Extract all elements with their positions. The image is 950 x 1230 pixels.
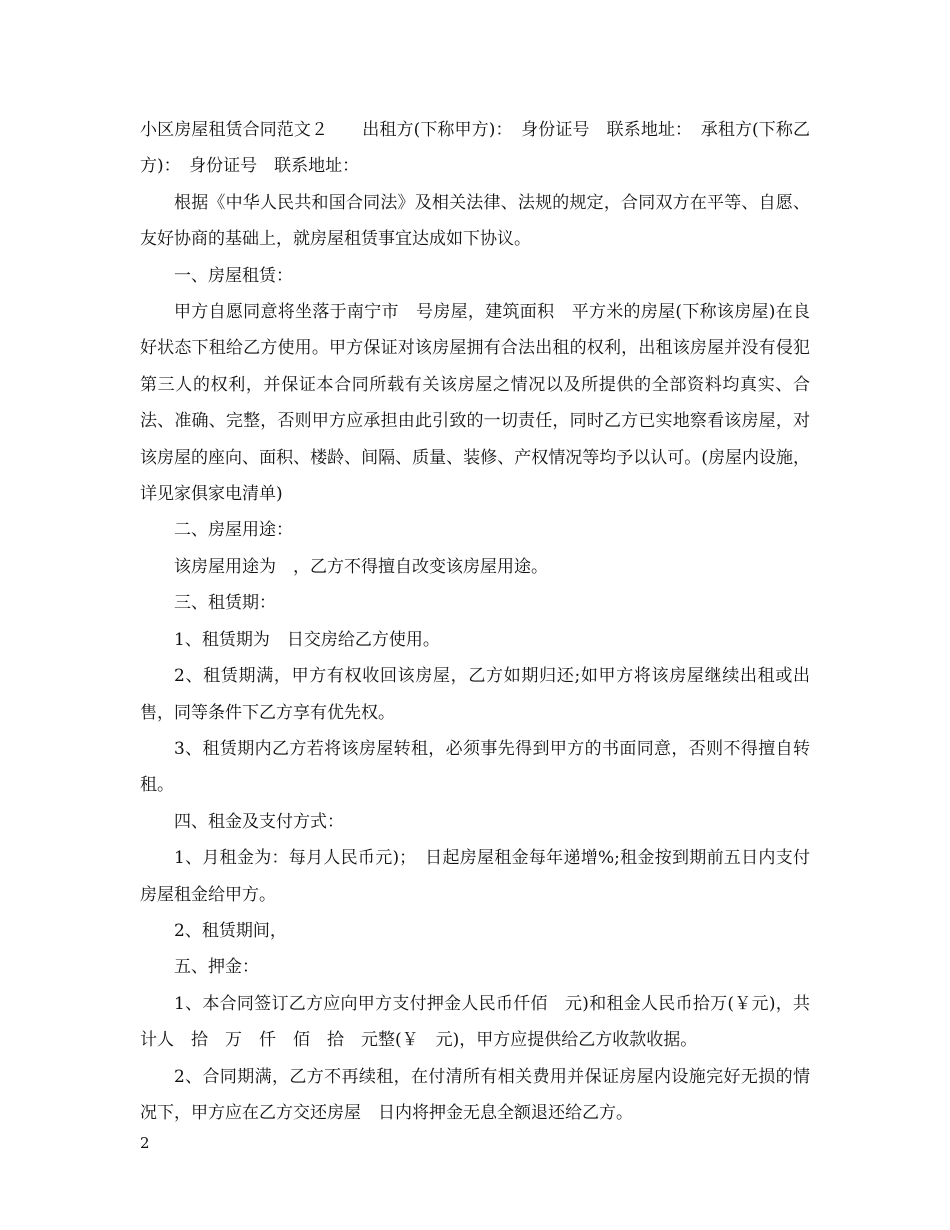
section-heading: 二、房屋用途： bbox=[174, 520, 293, 541]
document-body bbox=[140, 112, 810, 1131]
paragraph-title: 小区房屋租赁合同范文２ 出租方(下称甲方)： 身份证号 联系地址： 承租方(下称乙方)： 身份证号 联系地址： bbox=[140, 120, 810, 177]
paragraph: 1、租赁期为 日交房给乙方使用。 bbox=[174, 629, 440, 650]
paragraph: 2、合同期满，乙方不再续租，在付清所有相关费用并保证房屋内设施完好无损的情况下，甲方应在乙方交还房屋 日内将押金无息全额退还给乙方。 bbox=[140, 1066, 810, 1123]
paragraph: 3、租赁期内乙方若将该房屋转租，必须事先得到甲方的书面同意，否则不得擅自转租。 bbox=[140, 738, 810, 796]
section-heading: 三、租赁期： bbox=[174, 593, 276, 614]
paragraph: 2、租赁期满，甲方有权收回该房屋，乙方如期归还;如甲方将该房屋继续出租或出售，同等条件下乙方享有优先权。 bbox=[140, 666, 810, 723]
section-heading: 四、租金及支付方式： bbox=[174, 811, 344, 832]
section-heading: 一、房屋租赁： bbox=[174, 265, 293, 286]
paragraph: 该房屋用途为 ，乙方不得擅自改变该房屋用途。 bbox=[174, 556, 548, 577]
paragraph: 1、月租金为：每月人民币元)； 日起房屋租金每年递增%;租金按到期前五日内支付房屋租金给甲方。 bbox=[140, 848, 810, 905]
paragraph: 甲方自愿同意将坐落于南宁市 号房屋，建筑面积 平方米的房屋(下称该房屋)在良好状态下租给乙方使用。甲方保证对该房屋拥有合法出租的权利，出租该房屋并没有侵犯第三人的权利，并保证本合同所载有关该房屋之情况以及所提供的全部资料均真实、合法、准确、完整，否则甲方应承担由此引致的一切责任，同时乙方已实地察看该房屋，对该房屋的座向、面积、楼龄、间隔、质量、装修、产权情况等均予以认可。(房屋内设施，详见家俱家电清单) bbox=[140, 302, 810, 505]
section-heading: 五、押金： bbox=[174, 957, 259, 978]
paragraph: 根据《中华人民共和国合同法》及相关法律、法规的规定，合同双方在平等、自愿、友好协商的基础上，就房屋租赁事宜达成如下协议。 bbox=[140, 192, 810, 250]
paragraph: 1、本合同签订乙方应向甲方支付押金人民币仟佰 元)和租金人民币拾万(￥元)，共计人 拾 万 仟 佰 拾 元整(￥ 元)，甲方应提供给乙方收款收据。 bbox=[140, 993, 810, 1051]
paragraph: 2、租赁期间， bbox=[174, 920, 287, 941]
page-number: 2 bbox=[140, 1134, 150, 1152]
